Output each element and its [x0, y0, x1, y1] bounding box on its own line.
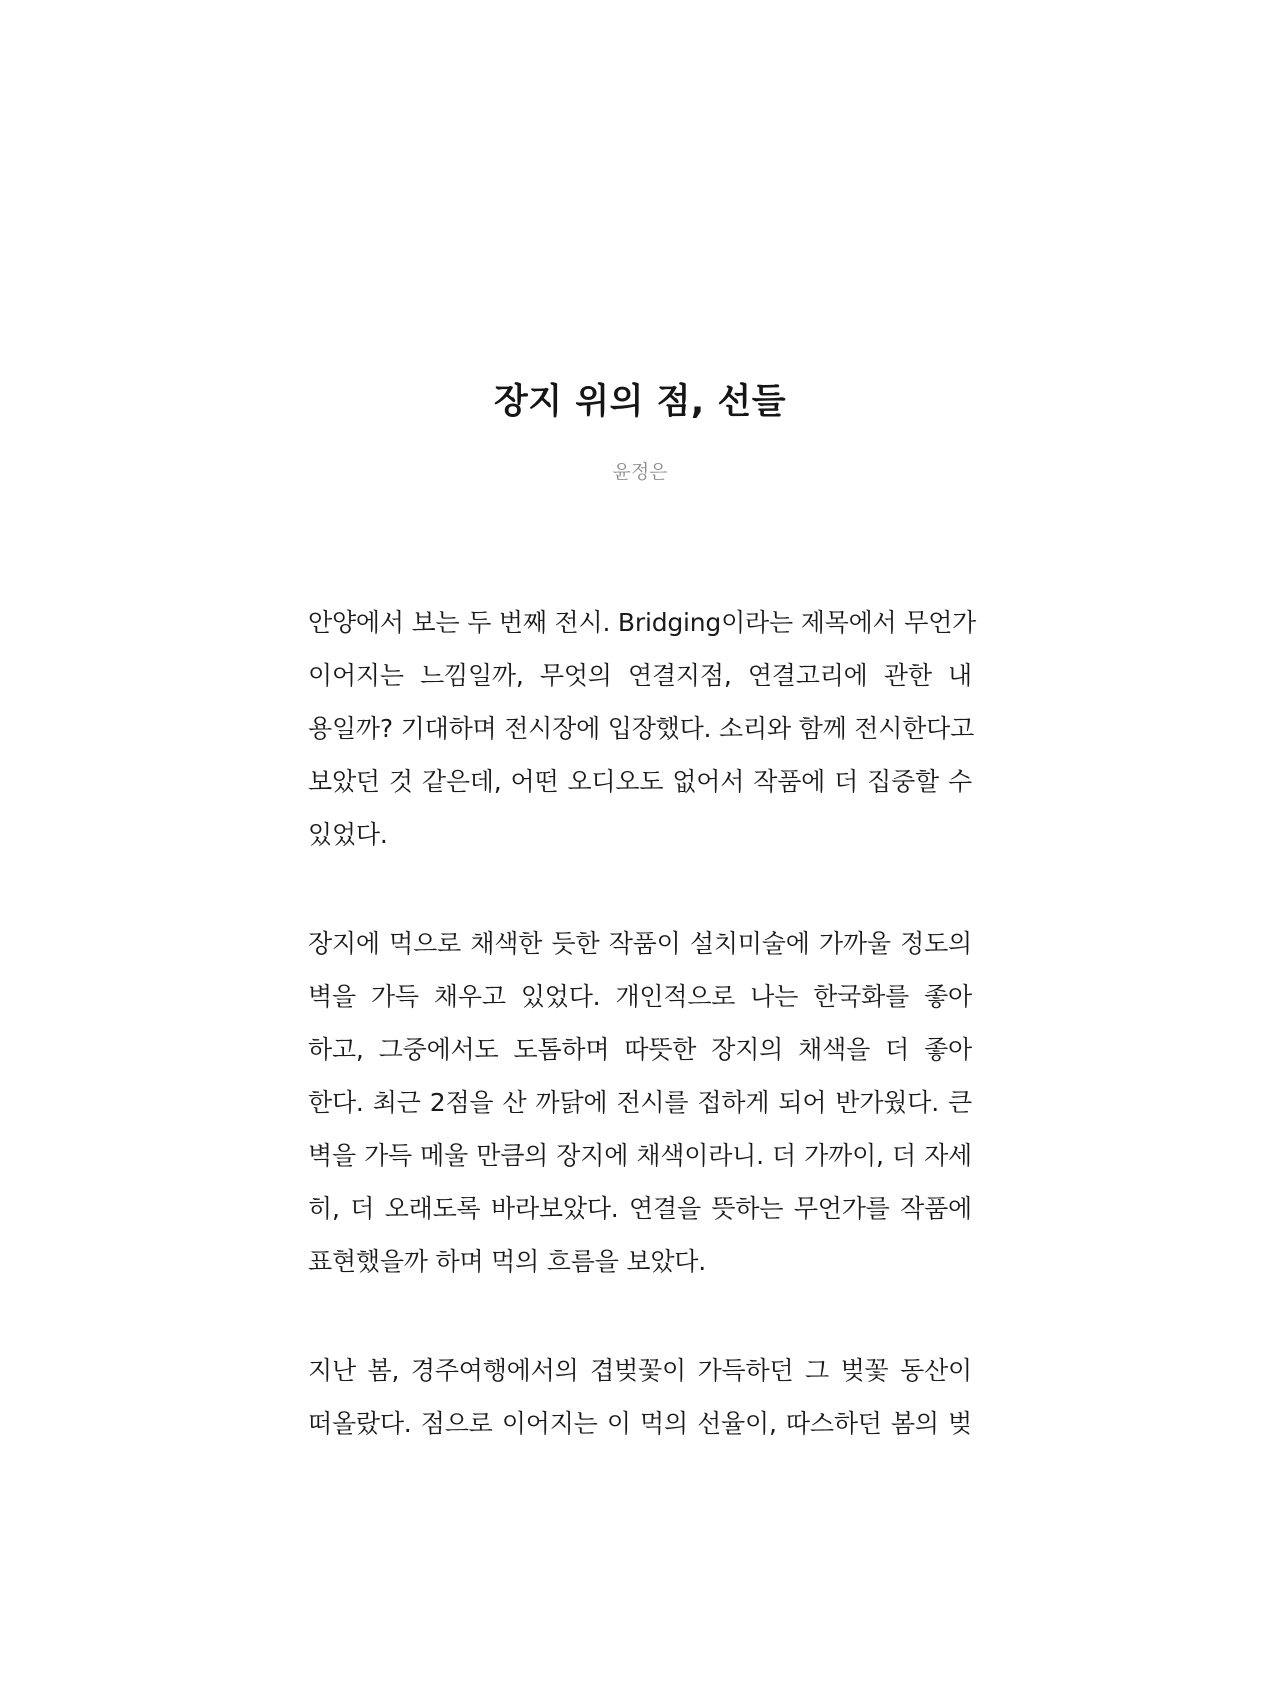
article-title: 장지 위의 점, 선들	[493, 382, 787, 422]
paragraph-3	[308, 1344, 972, 1450]
paragraph-1	[308, 596, 977, 861]
text-line: 안양에서 보는 두 번째 전시. Bridging이라는 제목에서 무언가	[308, 608, 977, 637]
text-line: 장지에 먹으로 채색한 듯한 작품이 설치미술에 가까울 정도의	[308, 929, 972, 958]
text-line: 이어지는 느낌일까, 무엇의 연결지점, 연결고리에 관한 내	[308, 661, 972, 690]
text-line: 하고, 그중에서도 도톰하며 따뜻한 장지의 채색을 더 좋아	[308, 1035, 972, 1064]
text-line: 한다. 최근 2점을 산 까닭에 전시를 접하게 되어 반가웠다. 큰	[308, 1088, 972, 1117]
text-line: 있었다.	[308, 820, 388, 849]
text-line: 표현했을까 하며 먹의 흐름을 보았다.	[308, 1247, 706, 1276]
text-line: 지난 봄, 경주여행에서의 겹벚꽃이 가득하던 그 벚꽃 동산이	[308, 1356, 972, 1385]
text-line: 벽을 가득 채우고 있었다. 개인적으로 나는 한국화를 좋아	[308, 982, 972, 1011]
article-body	[308, 596, 977, 1506]
text-line: 떠올랐다. 점으로 이어지는 이 먹의 선율이, 따스하던 봄의 벚	[308, 1409, 972, 1438]
article-author: 윤정은	[612, 461, 668, 483]
text-line: 히, 더 오래도록 바라보았다. 연결을 뜻하는 무언가를 작품에	[308, 1194, 972, 1223]
paragraph-2	[308, 917, 972, 1288]
text-line: 보았던 것 같은데, 어떤 오디오도 없어서 작품에 더 집중할 수	[308, 767, 972, 796]
text-line: 용일까? 기대하며 전시장에 입장했다. 소리와 함께 전시한다고	[308, 714, 975, 743]
text-line: 벽을 가득 메울 만큼의 장지에 채색이라니. 더 가까이, 더 자세	[308, 1141, 972, 1170]
